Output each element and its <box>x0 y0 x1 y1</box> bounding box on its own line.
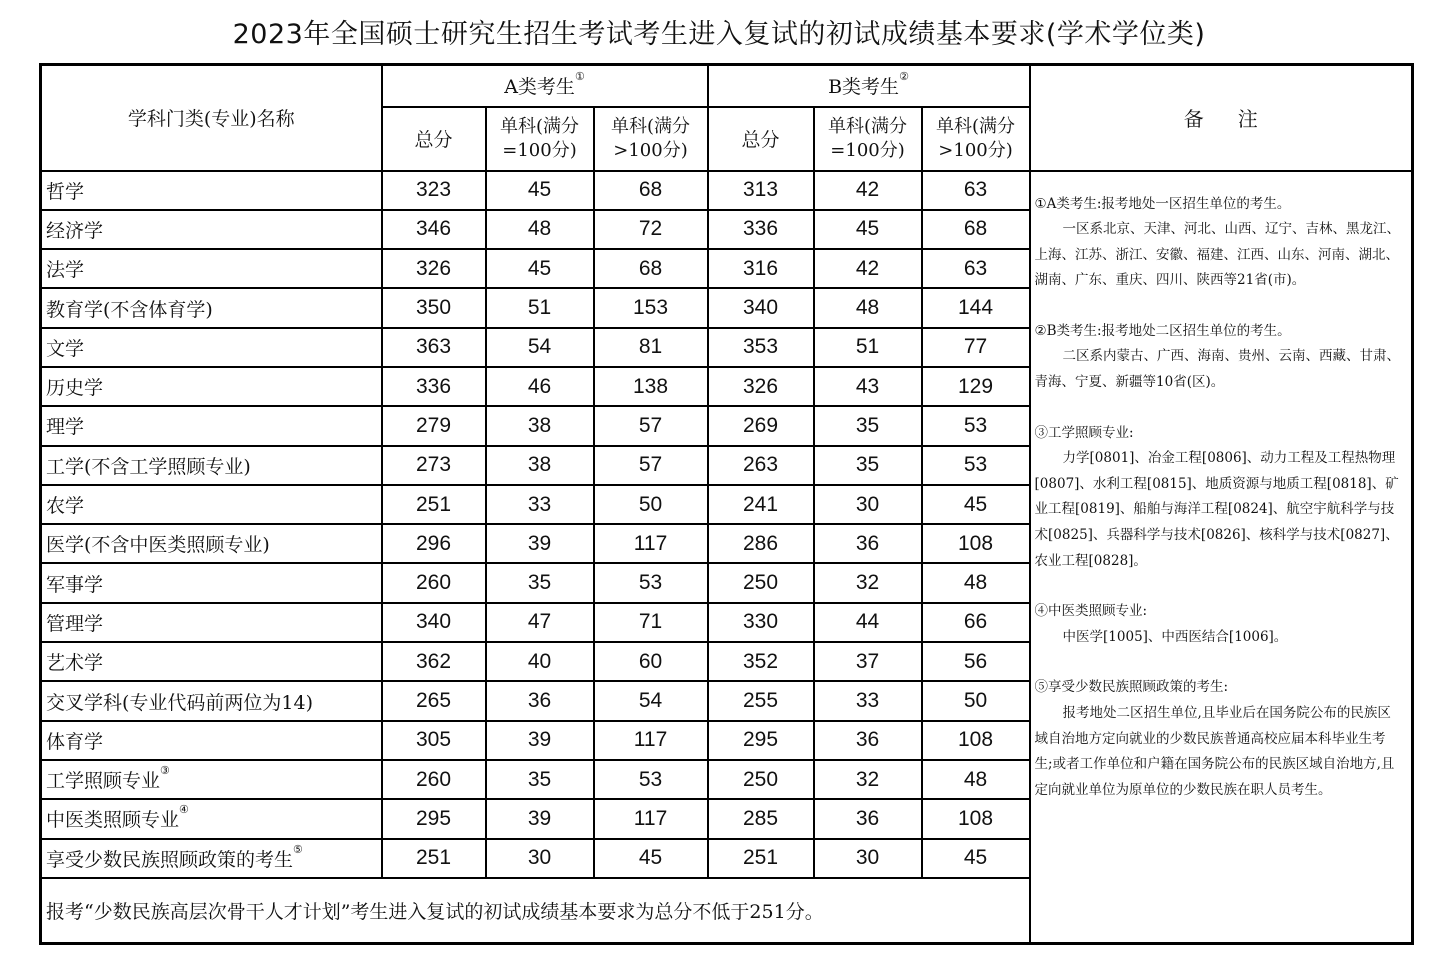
score-b-single-100: 35 <box>814 446 922 485</box>
score-b-total: 295 <box>708 721 814 760</box>
score-b-single-100: 43 <box>814 367 922 406</box>
note-title: ④中医类照顾专业: <box>1034 603 1148 620</box>
score-b-single-100: 44 <box>814 603 922 642</box>
score-b-single-100: 42 <box>814 249 922 288</box>
note-body: 报考地处二区招生单位,且毕业后在国务院公布的民族区域自治地方定向就业的少数民族普通高校应届本科毕业生考生;或者工作单位和户籍在国务院公布的民族区域自治地方,且定向就业单位为原单位的少数民族在职人员考生。 <box>1034 705 1395 798</box>
score-b-single-gt100: 108 <box>922 799 1030 838</box>
footnote-mark: ③ <box>160 764 170 778</box>
note-title: ①A类考生:报考地处一区招生单位的考生。 <box>1034 195 1291 212</box>
score-b-single-100: 48 <box>814 288 922 327</box>
score-a-single-100: 45 <box>486 249 594 288</box>
score-a-single-100: 38 <box>486 406 594 445</box>
score-a-single-gt100: 71 <box>594 603 708 642</box>
score-a-single-gt100: 57 <box>594 446 708 485</box>
score-b-single-gt100: 63 <box>922 249 1030 288</box>
group-a-header: A类考生① <box>382 65 708 107</box>
score-b-total: 269 <box>708 406 814 445</box>
subject-name: 军事学 <box>41 563 382 602</box>
remarks-notes <box>1030 171 1413 944</box>
score-b-single-gt100: 108 <box>922 721 1030 760</box>
subject-name: 经济学 <box>41 210 382 249</box>
group-b-header: B类考生② <box>708 65 1030 107</box>
score-a-single-100: 51 <box>486 288 594 327</box>
score-a-single-gt100: 72 <box>594 210 708 249</box>
score-a-total: 363 <box>382 328 486 367</box>
score-b-total: 263 <box>708 446 814 485</box>
note-spacer <box>1035 574 1402 599</box>
footer-note: 报考“少数民族高层次骨干人才计划”考生进入复试的初试成绩基本要求为总分不低于251分。 <box>41 878 1030 944</box>
score-a-single-gt100: 117 <box>594 721 708 760</box>
score-b-single-gt100: 45 <box>922 839 1030 878</box>
score-a-single-gt100: 60 <box>594 642 708 681</box>
note-body: 二区系内蒙古、广西、海南、贵州、云南、西藏、甘肃、青海、宁夏、新疆等10省(区)。 <box>1034 348 1401 391</box>
score-a-single-gt100: 45 <box>594 839 708 878</box>
score-a-single-gt100: 117 <box>594 524 708 563</box>
score-b-single-100: 32 <box>814 760 922 799</box>
score-a-total: 273 <box>382 446 486 485</box>
score-b-total: 241 <box>708 485 814 524</box>
subject-name: 艺术学 <box>41 642 382 681</box>
score-a-single-100: 38 <box>486 446 594 485</box>
subject-name: 工学照顾专业③ <box>41 760 382 799</box>
note-spacer <box>1035 650 1402 675</box>
score-b-single-gt100: 48 <box>922 760 1030 799</box>
score-a-total: 260 <box>382 563 486 602</box>
score-b-single-100: 30 <box>814 839 922 878</box>
note-spacer <box>1035 294 1402 319</box>
score-a-single-100: 39 <box>486 524 594 563</box>
score-a-single-gt100: 81 <box>594 328 708 367</box>
score-a-total: 251 <box>382 485 486 524</box>
score-b-total: 285 <box>708 799 814 838</box>
score-a-single-100: 33 <box>486 485 594 524</box>
score-a-single-gt100: 117 <box>594 799 708 838</box>
score-b-single-100: 32 <box>814 563 922 602</box>
subject-name: 医学(不含中医类照顾专业) <box>41 524 382 563</box>
subject-name: 法学 <box>41 249 382 288</box>
subject-name: 交叉学科(专业代码前两位为14) <box>41 681 382 720</box>
subject-name: 体育学 <box>41 721 382 760</box>
score-b-single-gt100: 144 <box>922 288 1030 327</box>
score-a-single-100: 40 <box>486 642 594 681</box>
a-total-header: 总分 <box>382 107 486 171</box>
score-b-single-gt100: 56 <box>922 642 1030 681</box>
score-b-single-gt100: 53 <box>922 406 1030 445</box>
note-title: ⑤享受少数民族照顾政策的考生: <box>1034 679 1229 696</box>
footnote-mark: ⑤ <box>293 842 303 856</box>
score-a-total: 336 <box>382 367 486 406</box>
score-b-total: 340 <box>708 288 814 327</box>
score-a-single-gt100: 68 <box>594 249 708 288</box>
b-total-header: 总分 <box>708 107 814 171</box>
score-b-single-gt100: 108 <box>922 524 1030 563</box>
subject-name: 理学 <box>41 406 382 445</box>
subject-name: 管理学 <box>41 603 382 642</box>
note-title: ③工学照顾专业: <box>1034 424 1134 441</box>
score-b-single-100: 45 <box>814 210 922 249</box>
subject-name: 哲学 <box>41 171 382 210</box>
remarks-header: 备注 <box>1030 65 1413 171</box>
score-b-single-gt100: 50 <box>922 681 1030 720</box>
note-body: 力学[0801]、冶金工程[0806]、动力工程及工程热物理[0807]、水利工程[0815]、地质资源与地质工程[0818]、矿业工程[0819]、船舶与海洋工程[0824]、航空宇航科学与技术[0825]、兵器科学与技术[0826]、核科学与技术[0827]、农业工程[0828]。 <box>1034 450 1399 569</box>
note-body: 中医学[1005]、中西医结合[1006]。 <box>1062 628 1288 645</box>
score-b-total: 255 <box>708 681 814 720</box>
score-b-single-gt100: 68 <box>922 210 1030 249</box>
score-a-total: 323 <box>382 171 486 210</box>
note-title: ②B类考生:报考地处二区招生单位的考生。 <box>1034 322 1291 339</box>
score-a-total: 260 <box>382 760 486 799</box>
score-a-total: 346 <box>382 210 486 249</box>
score-b-single-100: 33 <box>814 681 922 720</box>
note-spacer <box>1035 396 1402 421</box>
score-a-single-100: 47 <box>486 603 594 642</box>
score-a-single-gt100: 138 <box>594 367 708 406</box>
b-single-100-header: 单科(满分 =100分) <box>814 107 922 171</box>
score-b-total: 286 <box>708 524 814 563</box>
score-b-single-100: 30 <box>814 485 922 524</box>
score-b-single-100: 36 <box>814 524 922 563</box>
score-a-single-gt100: 153 <box>594 288 708 327</box>
score-a-single-100: 36 <box>486 681 594 720</box>
subject-name: 工学(不含工学照顾专业) <box>41 446 382 485</box>
score-b-total: 251 <box>708 839 814 878</box>
score-a-total: 265 <box>382 681 486 720</box>
score-b-single-100: 36 <box>814 721 922 760</box>
score-b-single-gt100: 77 <box>922 328 1030 367</box>
score-a-total: 340 <box>382 603 486 642</box>
score-b-total: 336 <box>708 210 814 249</box>
subject-name: 历史学 <box>41 367 382 406</box>
score-a-single-100: 39 <box>486 721 594 760</box>
subject-name: 文学 <box>41 328 382 367</box>
score-b-single-gt100: 53 <box>922 446 1030 485</box>
score-a-single-gt100: 57 <box>594 406 708 445</box>
score-a-single-gt100: 54 <box>594 681 708 720</box>
score-a-total: 350 <box>382 288 486 327</box>
score-b-single-gt100: 129 <box>922 367 1030 406</box>
page-title: 2023年全国硕士研究生招生考试考生进入复试的初试成绩基本要求(学术学位类) <box>232 19 1206 50</box>
score-a-single-100: 35 <box>486 760 594 799</box>
score-a-total: 279 <box>382 406 486 445</box>
subject-name: 中医类照顾专业④ <box>41 799 382 838</box>
score-a-single-100: 46 <box>486 367 594 406</box>
score-b-total: 316 <box>708 249 814 288</box>
subject-name: 教育学(不含体育学) <box>41 288 382 327</box>
score-b-single-gt100: 63 <box>922 171 1030 210</box>
b-single-gt100-header: 单科(满分 >100分) <box>922 107 1030 171</box>
score-a-single-gt100: 50 <box>594 485 708 524</box>
score-table <box>39 63 1414 945</box>
score-b-total: 330 <box>708 603 814 642</box>
score-a-total: 362 <box>382 642 486 681</box>
score-b-single-100: 35 <box>814 406 922 445</box>
subject-column-header: 学科门类(专业)名称 <box>41 65 382 171</box>
a-single-100-header: 单科(满分 =100分) <box>486 107 594 171</box>
score-a-single-100: 48 <box>486 210 594 249</box>
score-a-total: 251 <box>382 839 486 878</box>
score-a-single-gt100: 53 <box>594 760 708 799</box>
score-b-single-gt100: 48 <box>922 563 1030 602</box>
score-b-total: 313 <box>708 171 814 210</box>
score-b-total: 250 <box>708 563 814 602</box>
a-single-gt100-header: 单科(满分 >100分) <box>594 107 708 171</box>
table-row <box>41 171 1413 210</box>
score-b-total: 250 <box>708 760 814 799</box>
score-b-total: 326 <box>708 367 814 406</box>
score-b-single-gt100: 45 <box>922 485 1030 524</box>
score-a-single-100: 39 <box>486 799 594 838</box>
score-b-single-gt100: 66 <box>922 603 1030 642</box>
score-a-total: 305 <box>382 721 486 760</box>
score-a-single-100: 30 <box>486 839 594 878</box>
score-b-total: 353 <box>708 328 814 367</box>
score-b-total: 352 <box>708 642 814 681</box>
score-a-single-gt100: 53 <box>594 563 708 602</box>
score-b-single-100: 42 <box>814 171 922 210</box>
note-body: 一区系北京、天津、河北、山西、辽宁、吉林、黑龙江、上海、江苏、浙江、安徽、福建、江西、山东、河南、湖北、湖南、广东、重庆、四川、陕西等21省(市)。 <box>1034 221 1401 289</box>
subject-name: 享受少数民族照顾政策的考生⑤ <box>41 839 382 878</box>
score-b-single-100: 37 <box>814 642 922 681</box>
score-a-total: 295 <box>382 799 486 838</box>
score-b-single-100: 36 <box>814 799 922 838</box>
score-b-single-100: 51 <box>814 328 922 367</box>
score-a-single-100: 35 <box>486 563 594 602</box>
score-a-single-100: 54 <box>486 328 594 367</box>
footnote-mark: ④ <box>179 803 189 817</box>
score-a-total: 296 <box>382 524 486 563</box>
score-a-single-gt100: 68 <box>594 171 708 210</box>
subject-name: 农学 <box>41 485 382 524</box>
score-a-single-100: 45 <box>486 171 594 210</box>
score-a-total: 326 <box>382 249 486 288</box>
